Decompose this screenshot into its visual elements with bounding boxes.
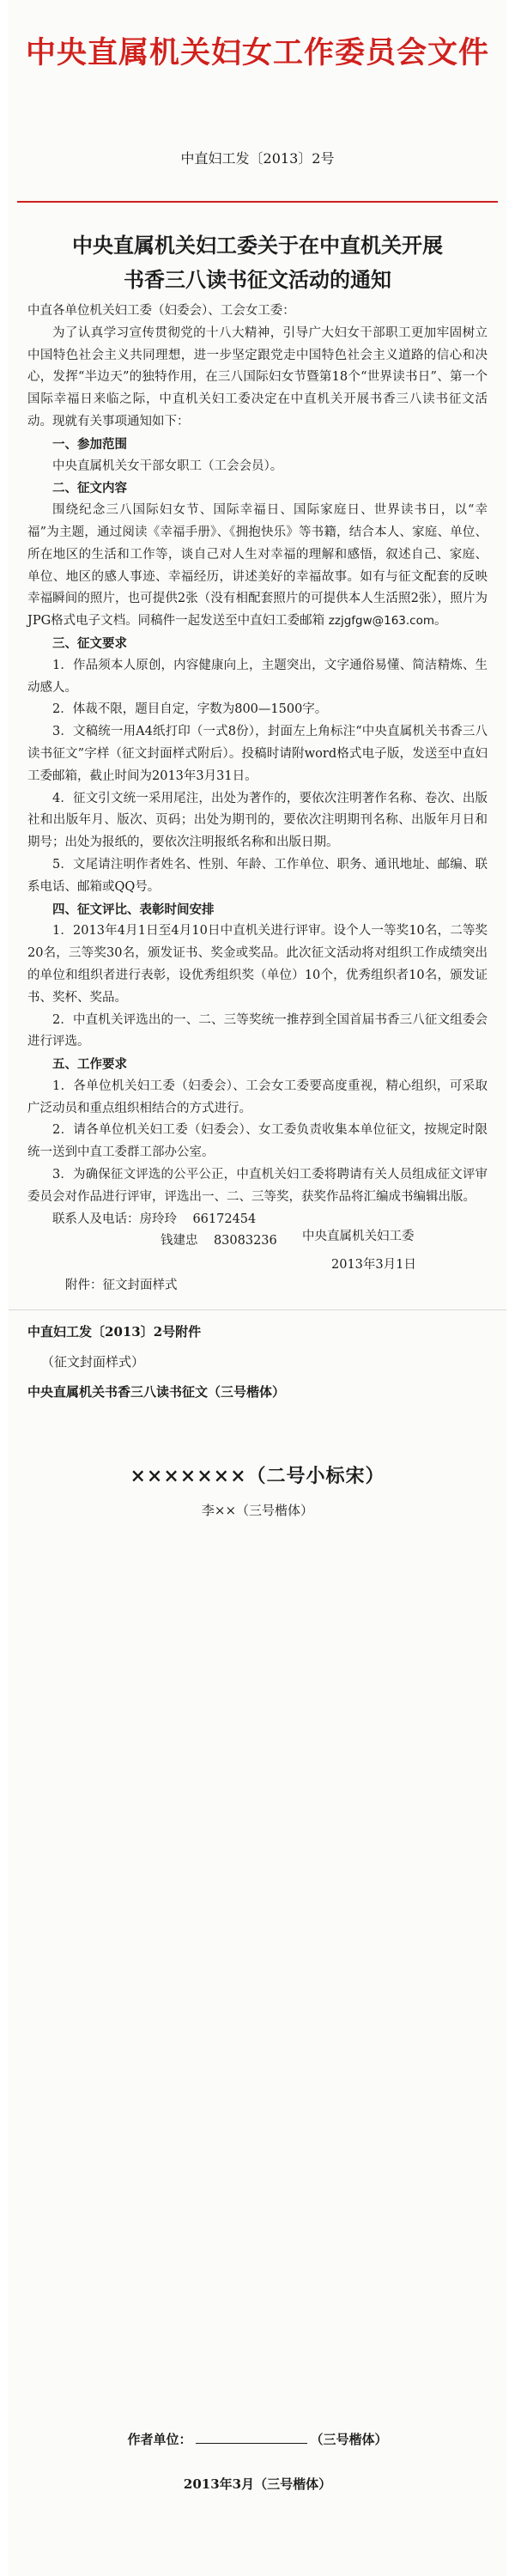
cover-title-placeholder: ×××××××（二号小标宋）	[130, 1465, 385, 1487]
author-unit-line	[0, 2430, 515, 2448]
contact-line-1	[27, 1209, 488, 1231]
page-divider	[9, 1309, 506, 1310]
section-4-item-1: 1．2013年4月1日至4月10日中直机关进行评审。设个人一等奖10名，二等奖20名，三等奖30名，颁发证书、奖金或奖品。此次征文活动将对组织工作成绩突出的单位和组织者进行表彰，设优秀组织奖（单位）10个，优秀组织者10名，颁发证书、奖杯、奖品。	[27, 924, 488, 1005]
cover-author-placeholder: 李××（三号楷体）	[201, 1503, 314, 1518]
section-4-heading: 四、征文评比、表彰时间安排	[52, 902, 215, 917]
contact-line-2	[27, 1230, 488, 1253]
attachment-label: 中直妇工发〔2013〕2号附件	[27, 1324, 202, 1340]
section-2-text-b: 。	[434, 614, 447, 629]
cover-date: 2013年3月（三号楷体）	[183, 2476, 332, 2492]
document-number: 中直妇工发〔2013〕2号	[180, 150, 335, 167]
contact-1-name: 房玲玲	[139, 1212, 177, 1226]
submission-email[interactable]: zzjgfgw@163.com	[328, 614, 435, 629]
salutation: 中直各单位机关妇工委（妇委会）、工会女工委：	[27, 304, 295, 318]
notice-title-line-2: 书香三八读书征文活动的通知	[124, 267, 391, 292]
section-3-item-3: 3．文稿统一用A4纸打印（一式8份），封面左上角标注“中央直属机关书香三八读书征文”字样（征文封面样式附后）。投稿时请附word格式电子版，发送至中直妇工委邮箱，截止时间为2013年3月31日。	[27, 725, 488, 783]
contact-1-phone: 66172454	[192, 1212, 257, 1226]
contact-2-phone: 83083236	[213, 1234, 277, 1249]
author-unit-blank[interactable]	[196, 2431, 307, 2444]
section-4-item-2: 2．中直机关评选出的一、二、三等奖统一推荐到全国首届书香三八征文组委会进行评选。	[27, 1012, 488, 1049]
section-5-heading: 五、工作要求	[52, 1057, 127, 1072]
section-3-item-1: 1．作品须本人原创，内容健康向上，主题突出，文字通俗易懂、简洁精炼、生动感人。	[27, 658, 488, 695]
signer-name: 中央直属机关妇工委	[302, 1230, 415, 1243]
red-divider-line	[17, 201, 498, 203]
section-2-heading: 二、征文内容	[52, 481, 127, 496]
attachment-style-note: （征文封面样式）	[41, 1354, 145, 1370]
section-5-item-1: 1．各单位机关妇工委（妇委会）、工会女工委要高度重视，精心组织，可采取广泛动员和重点组织相结合的方式进行。	[27, 1078, 488, 1115]
section-3-item-4: 4．征文引文统一采用尾注，出处为著作的，要依次注明著作名称、卷次、出版社和出版年月、版次、页码；出处为期刊的，要依次注明期刊名称、出版年月日和期号；出处为报纸的，要依次注明报纸名称和出版日期。	[27, 791, 488, 850]
section-3-item-2: 2．体裁不限，题目自定，字数为800—1500字。	[52, 702, 328, 717]
issue-date: 2013年3月1日	[331, 1258, 416, 1272]
section-2-text	[27, 500, 488, 633]
section-3-heading: 三、征文要求	[52, 635, 127, 651]
contact-2-name: 钱建忠	[161, 1234, 198, 1249]
notice-body	[27, 301, 488, 1297]
section-1-text: 中央直属机关女干部女职工（工会会员）。	[52, 459, 283, 473]
section-1-heading: 一、参加范围	[52, 436, 127, 452]
section-5-item-2: 2．请各单位机关妇工委（妇委会）、女工委负责收集本单位征文，按规定时限统一送到中直工委群工部办公室。	[27, 1123, 488, 1160]
attachment-note: 附件：征文封面样式	[65, 1279, 178, 1293]
section-5-item-3: 3．为确保征文评选的公平公正，中直机关妇工委将聘请有关人员组成征文评审委员会对作品进行评审，评选出一、二、三等奖，获奖作品将汇编成书编辑出版。	[27, 1168, 488, 1204]
author-unit-note: （三号楷体）	[310, 2432, 388, 2447]
notice-title	[34, 228, 481, 297]
intro-paragraph: 为了认真学习宣传贯彻党的十八大精神，引导广大妇女干部职工更加牢固树立中国特色社会主义共同理想，进一步坚定跟党走中国特色社会主义道路的信心和决心，发挥“半边天”的独特作用，在三八国际妇女节暨第18个“世界读书日”、第一个国际幸福日来临之际，中直机关妇工委决定在中直机关开展书香三八读书征文活动。现就有关事项通知如下：	[27, 325, 488, 428]
section-3-item-5: 5．文尾请注明作者姓名、性别、年龄、工作单位、职务、通讯地址、邮编、联系电话、邮箱或QQ号。	[27, 857, 488, 894]
author-unit-label: 作者单位：	[127, 2432, 192, 2447]
issuer-header-title: 中央直属机关妇女工作委员会文件	[25, 35, 489, 70]
notice-title-line-1: 中央直属机关妇工委关于在中直机关开展	[72, 233, 443, 258]
attachment-header-line: 中央直属机关书香三八读书征文（三号楷体）	[27, 1384, 286, 1400]
section-2-text-a: 围绕纪念三八国际妇女节、国际幸福日、国际家庭日、世界读书日，以“幸福”为主题，通过阅读《幸福手册》、《拥抱快乐》等书籍，结合本人、家庭、单位、所在地区的生活和工作等，谈自己对人生对幸福的理解和感悟，叙述自己、家庭、单位、地区的感人事迹、幸福经历，讲述美好的幸福故事。如有与征文配套的反映幸福瞬间的照片，也可提供2张（没有相配套照片的可提供本人生活照2张），照片为JPG格式电子文档。同稿件一起发送至中直妇工委邮箱	[27, 503, 488, 629]
contact-label: 联系人及电话：	[52, 1212, 140, 1226]
